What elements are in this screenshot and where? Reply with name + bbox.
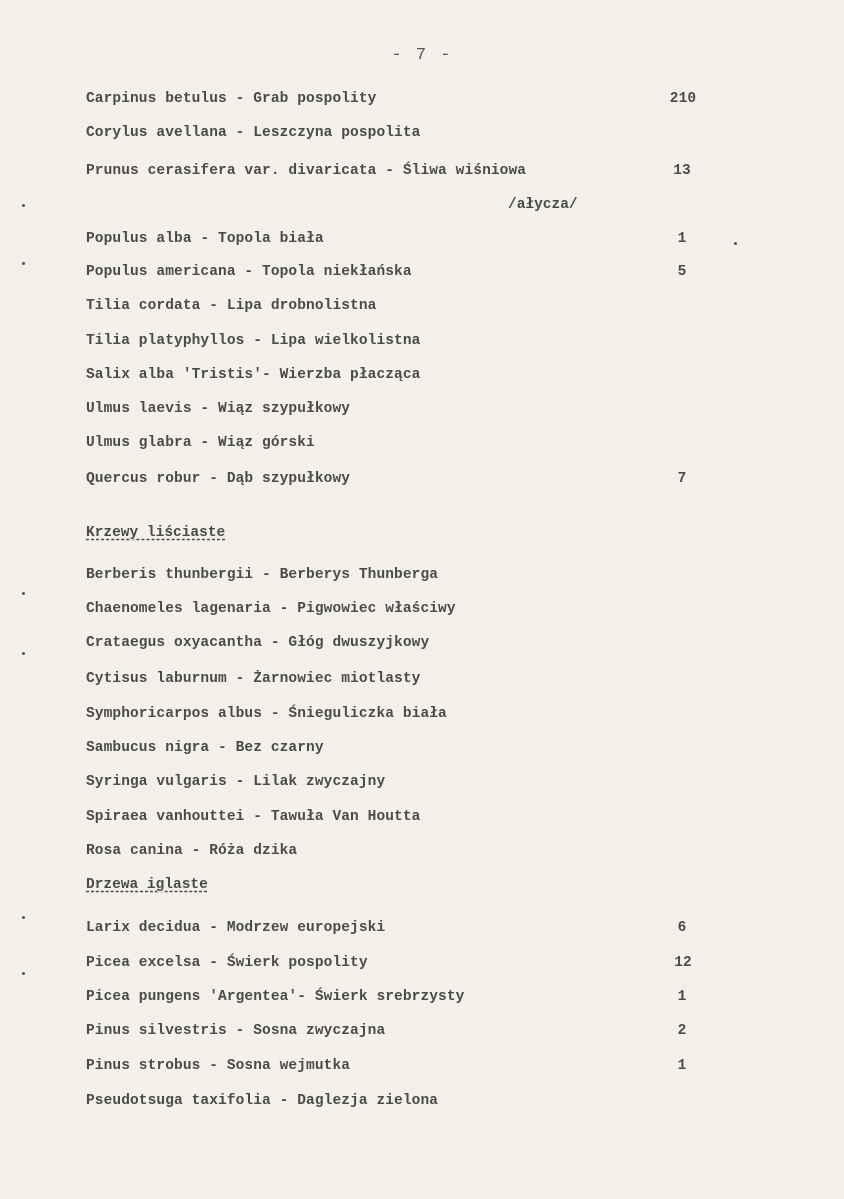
margin-mark <box>22 652 25 655</box>
species-name: Ulmus glabra - Wiąz górski <box>86 435 315 451</box>
species-name: Pinus strobus - Sosna wejmutka <box>86 1058 351 1074</box>
list-item <box>86 295 726 317</box>
species-name: Prunus cerasifera var. divaricata - Śliwa wiśniowa <box>86 163 527 179</box>
species-name: Quercus robur - Dąb szypułkowy <box>86 471 351 487</box>
species-count: 1 <box>677 1058 687 1074</box>
species-name: Populus americana - Topola niekłańska <box>86 264 412 280</box>
page-number: - 7 - <box>391 46 453 65</box>
list-item <box>86 468 726 490</box>
list-item <box>86 952 726 974</box>
species-name: Berberis thunbergii - Berberys Thunberga <box>86 567 439 583</box>
margin-mark <box>22 262 25 265</box>
species-name: Larix decidua - Modrzew europejski <box>86 920 386 936</box>
species-name: Tilia cordata - Lipa drobnolistna <box>86 298 377 314</box>
species-count: 5 <box>677 264 687 280</box>
list-item <box>86 806 726 828</box>
list-item <box>86 668 726 690</box>
list-item <box>86 432 726 454</box>
species-name: Spiraea vanhouttei - Tawuła Van Houtta <box>86 809 421 825</box>
margin-mark <box>22 204 25 207</box>
species-name: Carpinus betulus - Grab pospolity <box>86 91 377 107</box>
species-name: Chaenomeles lagenaria - Pigwowiec właściwy <box>86 601 456 617</box>
list-item <box>86 1020 726 1042</box>
species-count: 1 <box>677 989 687 1005</box>
margin-mark <box>22 592 25 595</box>
species-name: Tilia platyphyllos - Lipa wielkolistna <box>86 333 421 349</box>
species-count: 6 <box>677 920 687 936</box>
species-count: 13 <box>673 163 691 179</box>
species-name-continuation: /ałycza/ <box>508 197 578 213</box>
list-item <box>86 632 726 654</box>
species-count: 7 <box>677 471 687 487</box>
list-item <box>86 917 726 939</box>
list-item <box>86 737 726 759</box>
species-name: Populus alba - Topola biała <box>86 231 324 247</box>
list-item <box>86 261 726 283</box>
species-name: Pseudotsuga taxifolia - Daglezja zielona <box>86 1093 439 1109</box>
species-name: Picea excelsa - Świerk pospolity <box>86 955 368 971</box>
list-item <box>86 703 726 725</box>
list-item <box>86 364 726 386</box>
margin-mark <box>734 242 737 245</box>
species-name: Ulmus laevis - Wiąz szypułkowy <box>86 401 351 417</box>
species-name: Crataegus oxyacantha - Głóg dwuszyjkowy <box>86 635 430 651</box>
list-item <box>86 564 726 586</box>
list-item <box>86 88 726 110</box>
list-item <box>86 160 726 182</box>
species-name: Syringa vulgaris - Lilak zwyczajny <box>86 774 386 790</box>
species-name: Corylus avellana - Leszczyna pospolita <box>86 125 421 141</box>
list-item <box>86 1055 726 1077</box>
margin-mark <box>22 972 25 975</box>
species-count: 2 <box>677 1023 687 1039</box>
species-name: Pinus silvestris - Sosna zwyczajna <box>86 1023 386 1039</box>
list-item <box>86 840 726 862</box>
species-name: Rosa canina - Róża dzika <box>86 843 298 859</box>
species-count: 1 <box>677 231 687 247</box>
species-name: Picea pungens 'Argentea'- Świerk srebrzysty <box>86 989 465 1005</box>
section-heading-shrubs: Krzewy liściaste <box>86 525 226 541</box>
species-name: Sambucus nigra - Bez czarny <box>86 740 324 756</box>
list-item <box>86 330 726 352</box>
species-name: Salix alba 'Tristis'- Wierzba płacząca <box>86 367 421 383</box>
list-item <box>86 398 726 420</box>
margin-mark <box>22 916 25 919</box>
species-name: Cytisus laburnum - Żarnowiec miotlasty <box>86 671 421 687</box>
list-item <box>86 122 726 144</box>
list-item <box>86 771 726 793</box>
list-item <box>86 228 726 250</box>
species-count: 210 <box>669 91 697 107</box>
list-item <box>86 1090 726 1112</box>
list-item <box>86 598 726 620</box>
list-item <box>86 986 726 1008</box>
species-name: Symphoricarpos albus - Śnieguliczka biała <box>86 706 447 722</box>
species-count: 12 <box>674 955 692 971</box>
section-heading-conifers: Drzewa iglaste <box>86 877 208 893</box>
